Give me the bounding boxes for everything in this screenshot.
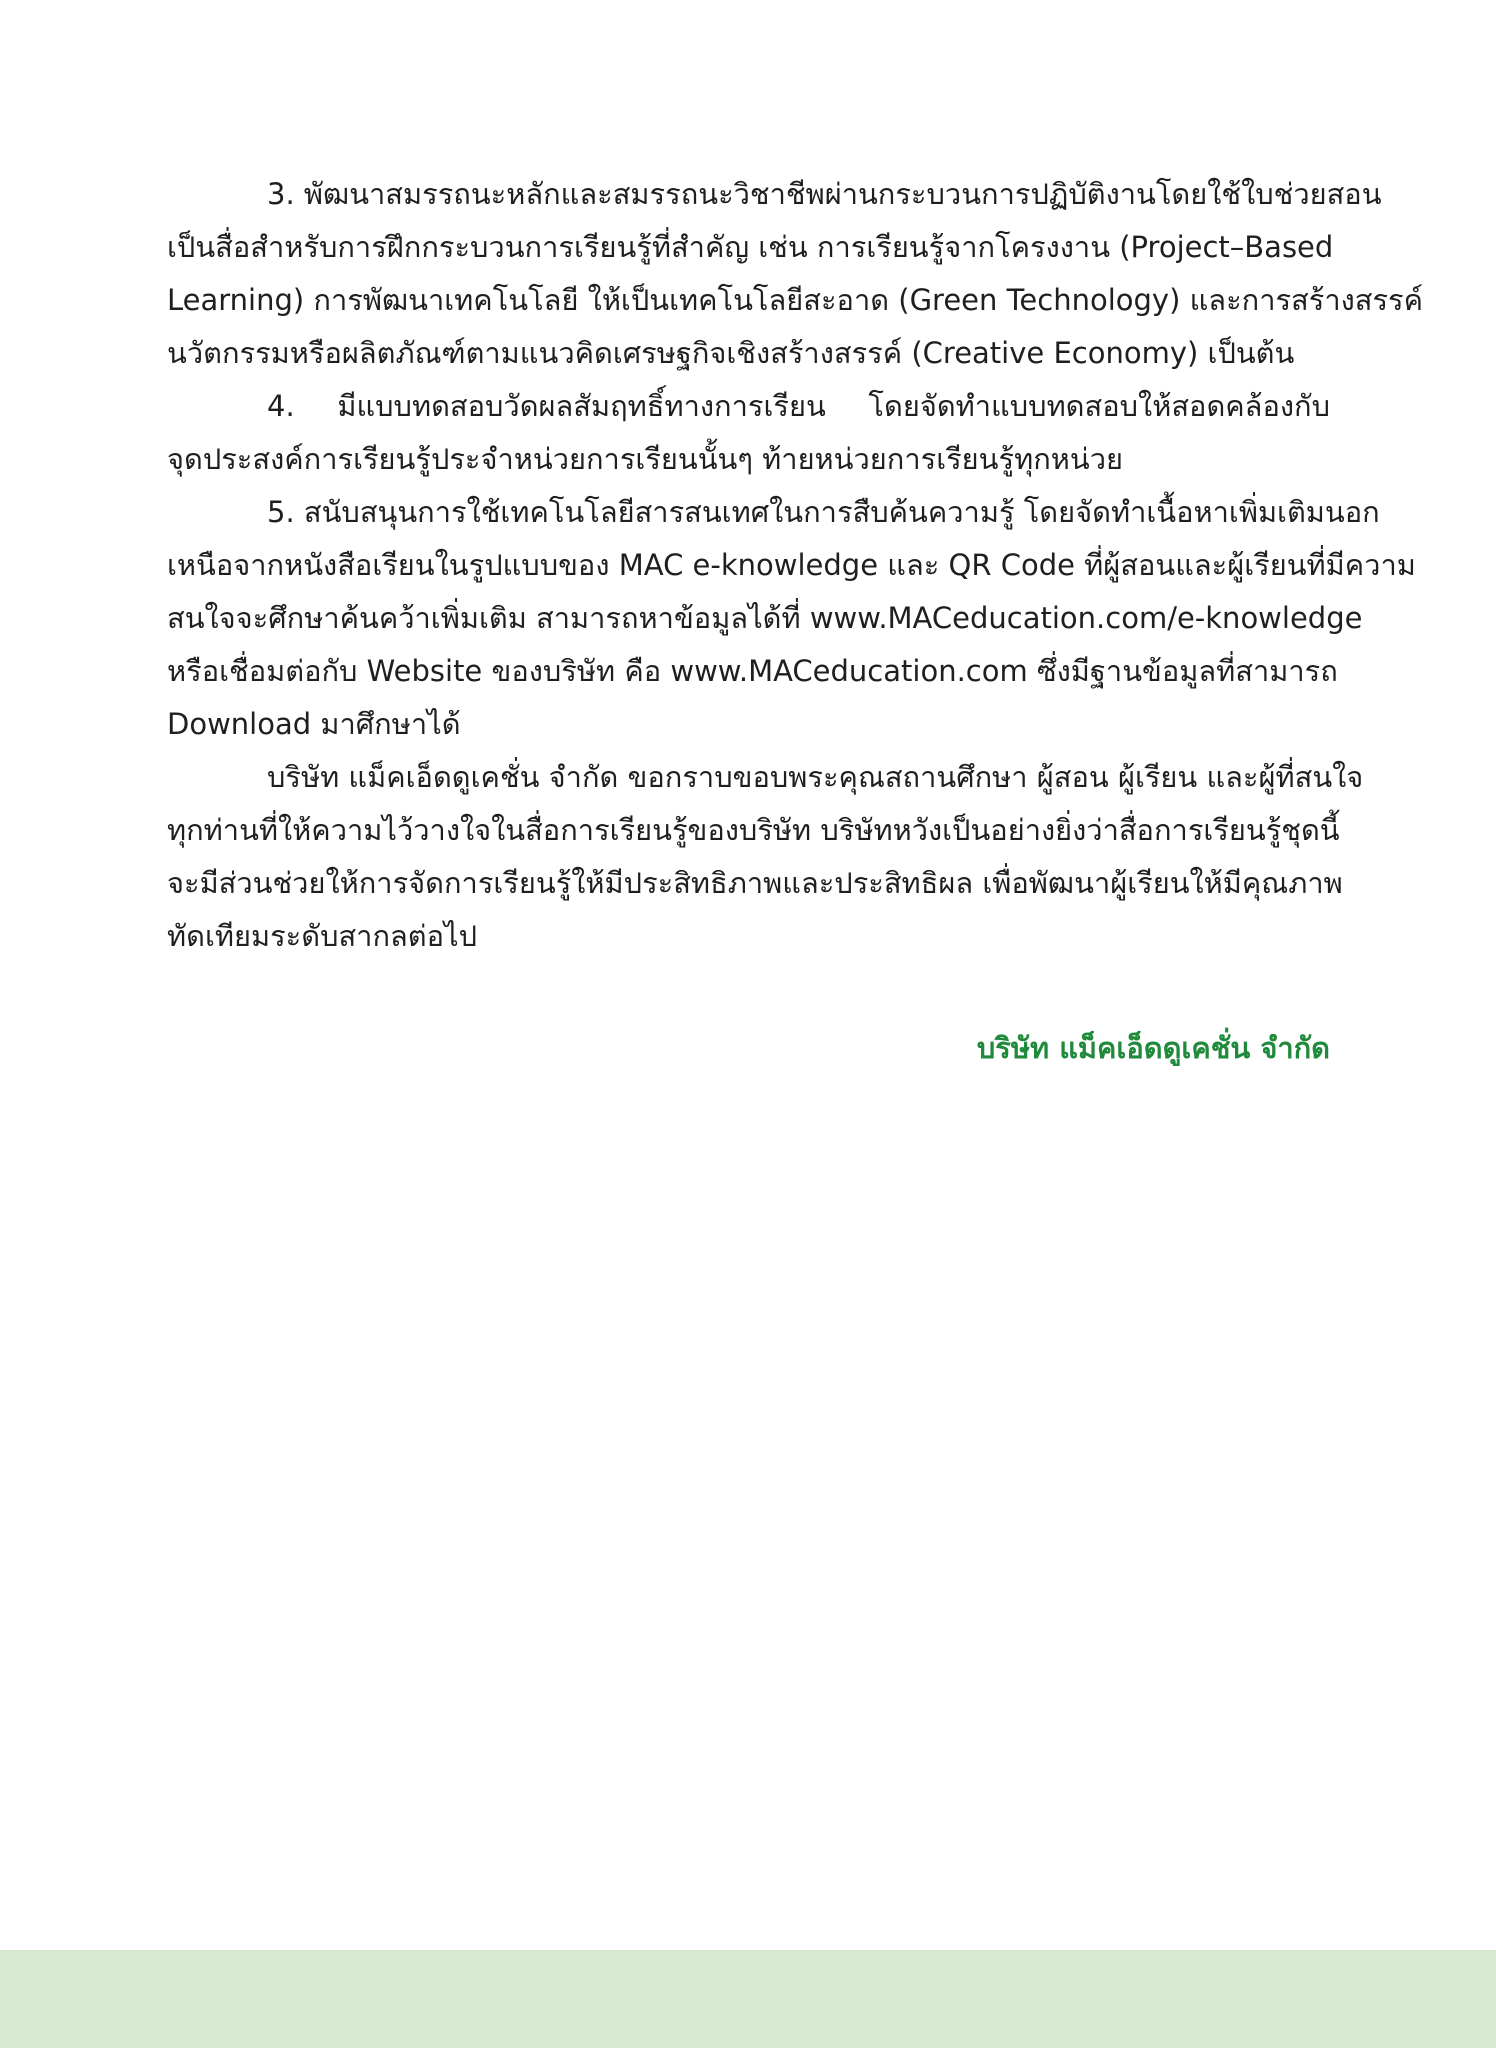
paragraph-line: นวัตกรรมหรือผลิตภัณฑ์ตามแนวคิดเศรษฐกิจเชิงสร้างสรรค์ (Creative Economy) เป็นต้น xyxy=(167,336,1295,370)
paragraph-item-3 xyxy=(167,168,1424,380)
paragraph-item-4 xyxy=(167,380,1330,486)
paragraph-line: 3. พัฒนาสมรรถนะหลักและสมรรถนะวิชาชีพผ่านกระบวนการปฏิบัติงานโดยใช้ใบช่วยสอน xyxy=(267,177,1382,211)
paragraph-line: จะมีส่วนช่วยให้การจัดการเรียนรู้ให้มีประสิทธิภาพและประสิทธิผล เพื่อพัฒนาผู้เรียนให้มีคุณภาพ xyxy=(167,866,1343,900)
paragraph-line: เป็นสื่อสำหรับการฝึกกระบวนการเรียนรู้ที่สำคัญ เช่น การเรียนรู้จากโครงงาน (Project–Based xyxy=(167,230,1334,264)
paragraph-line: จุดประสงค์การเรียนรู้ประจำหน่วยการเรียนนั้นๆ ท้ายหน่วยการเรียนรู้ทุกหน่วย xyxy=(167,442,1123,476)
paragraph-line: เหนือจากหนังสือเรียนในรูปแบบของ MAC e-knowledge และ QR Code ที่ผู้สอนและผู้เรียนที่มีความ xyxy=(167,548,1416,582)
paragraph-line: หรือเชื่อมต่อกับ Website ของบริษัท คือ www.MACeducation.com ซึ่งมีฐานข้อมูลที่สามารถ xyxy=(167,654,1338,688)
paragraph-line: บริษัท แม็คเอ็ดดูเคชั่น จำกัด ขอกราบขอบพระคุณสถานศึกษา ผู้สอน ผู้เรียน และผู้ที่สนใจ xyxy=(267,760,1364,794)
paragraph-line: 4. มีแบบทดสอบวัดผลสัมฤทธิ์ทางการเรียน โดยจัดทำแบบทดสอบให้สอดคล้องกับ xyxy=(267,389,1330,423)
paragraph-line: ทุกท่านที่ให้ความไว้วางใจในสื่อการเรียนรู้ของบริษัท บริษัทหวังเป็นอย่างยิ่งว่าสื่อการเรียนรู้ชุดนี้ xyxy=(167,813,1340,847)
paragraph-item-5 xyxy=(167,486,1416,751)
paragraph-line: ทัดเทียมระดับสากลต่อไป xyxy=(167,919,478,953)
document-body xyxy=(167,168,1424,963)
paragraph-line: สนใจจะศึกษาค้นคว้าเพิ่มเติม สามารถหาข้อมูลได้ที่ www.MACeducation.com/e-knowledge xyxy=(167,601,1363,635)
paragraph-line: 5. สนับสนุนการใช้เทคโนโลยีสารสนเทศในการสืบค้นความรู้ โดยจัดทำเนื้อหาเพิ่มเติมนอก xyxy=(267,495,1380,529)
footer-band xyxy=(0,1950,1496,2048)
paragraph-acknowledgement xyxy=(167,751,1364,963)
paragraph-line: Learning) การพัฒนาเทคโนโลยี ให้เป็นเทคโนโลยีสะอาด (Green Technology) และการสร้างสรรค์ xyxy=(167,283,1424,317)
paragraph-line: Download มาศึกษาได้ xyxy=(167,707,461,741)
company-signature: บริษัท แม็คเอ็ดดูเคชั่น จำกัด xyxy=(976,1031,1330,1065)
